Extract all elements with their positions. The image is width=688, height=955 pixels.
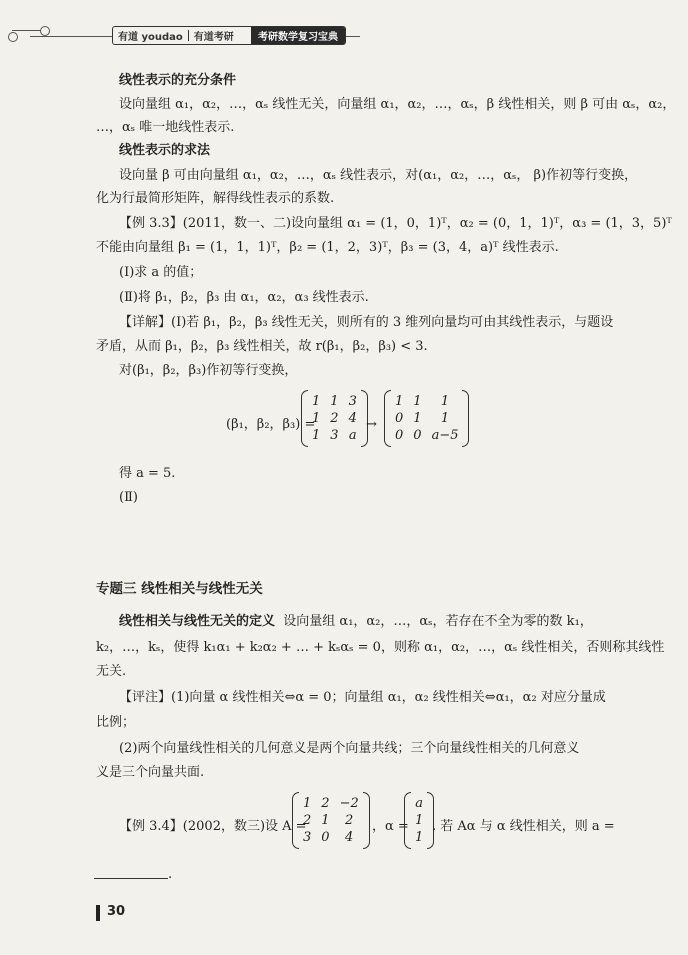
- matrix-cell: 1: [395, 394, 404, 409]
- matrix-cell: 1: [440, 411, 450, 426]
- text-line: 无关.: [96, 664, 127, 679]
- text-line: 矛盾，从而 β₁，β₂，β₃ 线性相关，故 r(β₁，β₂，β₃) < 3.: [96, 339, 428, 354]
- vector-alpha: [404, 792, 434, 849]
- blank-period: .: [168, 867, 173, 882]
- definition-line: [119, 613, 593, 630]
- book-title: 考研数学复习宝典: [251, 27, 345, 44]
- matrix-cell: 4: [345, 830, 354, 845]
- page-number: 30: [107, 904, 126, 919]
- matrix-cell: 1: [413, 411, 422, 426]
- matrix-cell: 3: [348, 394, 357, 409]
- header-circle-icon: [8, 32, 18, 42]
- matrix-cell: 1: [440, 394, 450, 409]
- matrix-cell: 1: [415, 830, 424, 845]
- text-line: k₂，…，kₛ，使得 k₁α₁ + k₂α₂ + … + kₛαₛ = 0，则称 α₁，α₂，…，αₛ 线性相关，否则称其线性: [96, 640, 665, 655]
- matrix-cell: 4: [348, 411, 357, 426]
- matrix-cell: −2: [339, 796, 359, 811]
- question-1: (Ⅰ)求 a 的值；: [119, 265, 203, 280]
- remark-line: 【评注】(1)向量 α 线性相关⇔α = 0；向量组 α₁，α₂ 线性相关⇔α₁，α₂ 对应分量成: [119, 690, 606, 705]
- matrix-cell: 2: [303, 813, 312, 828]
- question-2: (Ⅱ)将 β₁，β₂，β₃ 由 α₁，α₂，α₃ 线性表示.: [119, 290, 369, 305]
- section-title: 专题三 线性相关与线性无关: [96, 581, 263, 597]
- equation-lhs: (β₁，β₂，β₃) =: [226, 417, 316, 432]
- page-marker: [96, 905, 100, 921]
- matrix-cell: 3: [303, 830, 312, 845]
- text-line: 设向量 β 可由向量组 α₁，α₂，…，αₛ 线性表示，对(α₁，α₂，…，αₛ， β)作初等行变换，: [119, 168, 638, 183]
- solution-line: 【详解】(Ⅰ)若 β₁，β₂，β₃ 线性无关，则所有的 3 维列向量均可由其线性表示，与题设: [119, 315, 614, 330]
- text-line: 比例；: [96, 715, 136, 730]
- matrix-table: [298, 795, 364, 846]
- example-3-3-title: 【例 3.3】(2011，数一、二)设向量组 α₁ = (1，0，1)ᵀ，α₂ = (0，1，1)ᵀ，α₃ = (1，3，5)ᵀ: [119, 216, 672, 231]
- matrix-A: [292, 792, 370, 849]
- matrix-table: [307, 393, 362, 444]
- text-line: 对(β₁，β₂，β₃)作初等行变换，: [119, 363, 298, 378]
- matrix-cell: 1: [330, 394, 339, 409]
- matrix-cell: 1: [415, 813, 424, 828]
- matrix-cell: a−5: [431, 428, 459, 443]
- text-line: 化为行最简形矩阵，解得线性表示的系数.: [96, 191, 335, 206]
- text-line: (2)两个向量线性相关的几何意义是两个向量共线；三个向量线性相关的几何意义: [119, 741, 580, 756]
- text-line: 义是三个向量共面.: [96, 765, 205, 780]
- matrix-cell: 1: [312, 411, 321, 426]
- text-line: 不能由向量组 β₁ = (1，1，1)ᵀ，β₂ = (1，2，3)ᵀ，β₃ = (3，4，a)ᵀ 线性表示.: [96, 240, 559, 255]
- text-line: 设向量组 α₁，α₂，…，αₛ 线性无关，向量组 α₁，α₂，…，αₛ，β 线性相关，则 β 可由 αₛ，α₂，: [119, 97, 676, 112]
- text-line: (Ⅱ): [119, 490, 138, 505]
- heading-method: 线性表示的求法: [119, 143, 211, 158]
- text-line: 得 a = 5.: [119, 466, 176, 481]
- matrix-cell: 1: [312, 394, 321, 409]
- matrix-cell: 2: [321, 796, 330, 811]
- matrix-cell: 0: [413, 428, 422, 443]
- matrix-table: [410, 795, 428, 846]
- header-subtitle: 有道考研: [193, 32, 234, 43]
- heading-sufficient-condition: 线性表示的充分条件: [119, 73, 237, 88]
- matrix-cell: 1: [303, 796, 312, 811]
- matrix-cell: 2: [345, 813, 354, 828]
- definition-text: 设向量组 α₁，α₂，…，αₛ，若存在不全为零的数 k₁，: [283, 614, 593, 629]
- matrix-cell: 3: [330, 428, 339, 443]
- matrix-cell: a: [348, 428, 357, 443]
- example-3-4-title: 【例 3.4】(2002，数三)设 A =: [119, 819, 307, 834]
- text-line: ，α =: [372, 819, 409, 834]
- text-line: . 若 Aα 与 α 线性相关，则 a =: [432, 819, 615, 834]
- matrix-cell: 0: [395, 428, 404, 443]
- matrix-cell: 0: [395, 411, 404, 426]
- answer-blank: [94, 878, 168, 879]
- matrix-cell: 1: [321, 813, 330, 828]
- definition-heading: 线性相关与线性无关的定义: [119, 614, 276, 629]
- header-banner: [112, 26, 346, 45]
- transform-arrow-icon: →: [366, 417, 377, 432]
- matrix-cell: 2: [330, 411, 339, 426]
- brand-logo: 有道 youdao: [118, 32, 183, 43]
- matrix-cell: a: [415, 796, 424, 811]
- matrix-cell: 0: [321, 830, 330, 845]
- matrix-cell: 1: [312, 428, 321, 443]
- matrix-row-echelon: [384, 390, 469, 447]
- matrix-cell: 1: [413, 394, 422, 409]
- header-rule-left: [12, 30, 42, 31]
- matrix-beta: [301, 390, 368, 447]
- header-circle-icon: [40, 26, 50, 36]
- text-line: …，αₛ 唯一地线性表示.: [96, 120, 235, 135]
- matrix-table: [390, 393, 463, 444]
